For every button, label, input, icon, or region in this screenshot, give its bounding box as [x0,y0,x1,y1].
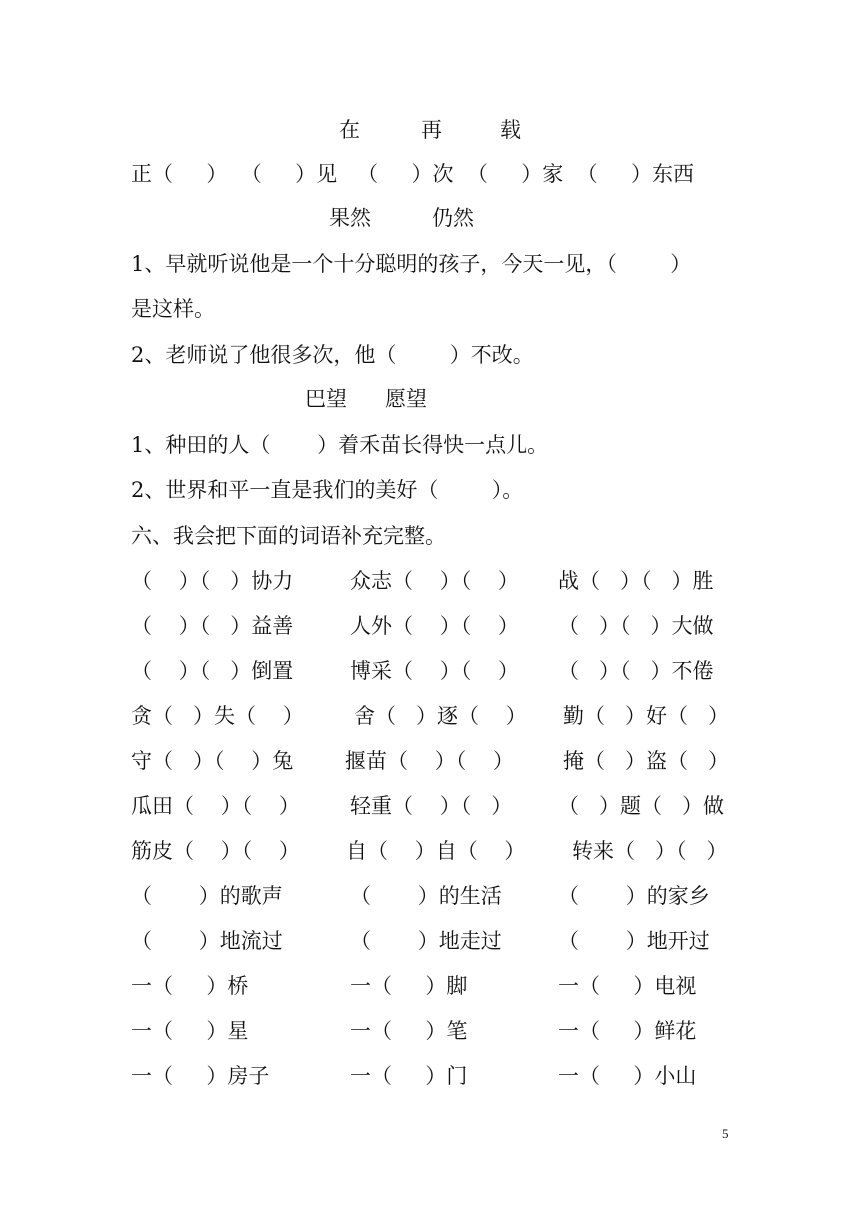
option-rengran: 仍然 [432,206,474,230]
word-item: 一（ ）小山 [558,1064,697,1088]
word-item: （ ）地开过 [558,929,710,953]
word-item: 揠苗（ ）（ ） [345,749,514,773]
question-2: 2、老师说了他很多次，他（ ）不改。 [131,343,534,367]
word-item: （ ）（ ）益善 [131,614,294,638]
question-3: 1、种田的人（ ）着禾苗长得快一点儿。 [131,433,549,457]
word-item: 一（ ）鲜花 [558,1019,697,1043]
word-item: （ ）（ ）协力 [131,569,294,593]
word-item: （ ）地走过 [350,929,502,953]
option-guoran: 果然 [329,206,371,230]
word-item: （ ）（ ）不倦 [558,659,714,683]
word-item: （ ）的歌声 [131,884,283,908]
word-item: 博采（ ）（ ） [350,659,519,683]
word-item: 守（ ）（ ）兔 [131,749,294,773]
question-4: 2、世界和平一直是我们的美好（ ）。 [131,478,524,502]
word-item: 自（ ）自（ ） [346,839,526,863]
word-item: 一（ ）桥 [131,974,249,998]
word-item: 掩（ ）盗（ ） [563,749,730,773]
question-1-line-1: 1、早就听说他是一个十分聪明的孩子，今天一见，（ ） [131,252,692,276]
word-item: 一（ ）电视 [558,974,697,998]
word-item: 众志（ ）（ ） [350,569,519,593]
word-item: 人外（ ）（ ） [350,614,519,638]
word-item: （ ）（ ）倒置 [131,659,294,683]
question-1-line-2: 是这样。 [131,297,215,321]
word-item: 一（ ）星 [131,1019,249,1043]
page-number: 5 [722,1126,729,1141]
word-item: 勤（ ）好（ ） [563,704,730,728]
word-item: 一（ ）房子 [131,1064,270,1088]
word-item: 一（ ）笔 [350,1019,468,1043]
section-heading: 六、我会把下面的词语补充完整。 [131,524,446,548]
word-item: （ ）（ ）大做 [558,614,714,638]
option-yuanwang: 愿望 [385,387,427,411]
fill-blank-line: 正（ ） （ ）见 （ ）次 （ ）家 （ ）东西 [131,162,694,186]
option-zai-2: 再 [421,118,442,142]
word-item: 一（ ）门 [350,1064,468,1088]
word-item: 贪（ ）失（ ） [131,704,304,728]
word-item: 瓜田（ ）（ ） [131,794,300,818]
word-item: 轻重（ ）（ ） [350,794,513,818]
option-zai-1: 在 [339,118,360,142]
word-item: （ ）地流过 [131,929,283,953]
word-item: 转来（ ）（ ） [572,839,728,863]
word-item: （ ）题（ ）做 [558,794,725,818]
word-item: 战（ ）（ ）胜 [558,569,714,593]
option-zai-3: 载 [500,118,521,142]
option-bawang: 巴望 [305,387,347,411]
word-item: 筋皮（ ）（ ） [131,839,300,863]
word-item: （ ）的家乡 [558,884,710,908]
word-item: （ ）的生活 [350,884,502,908]
word-item: 舍（ ）逐（ ） [354,704,527,728]
word-item: 一（ ）脚 [350,974,468,998]
